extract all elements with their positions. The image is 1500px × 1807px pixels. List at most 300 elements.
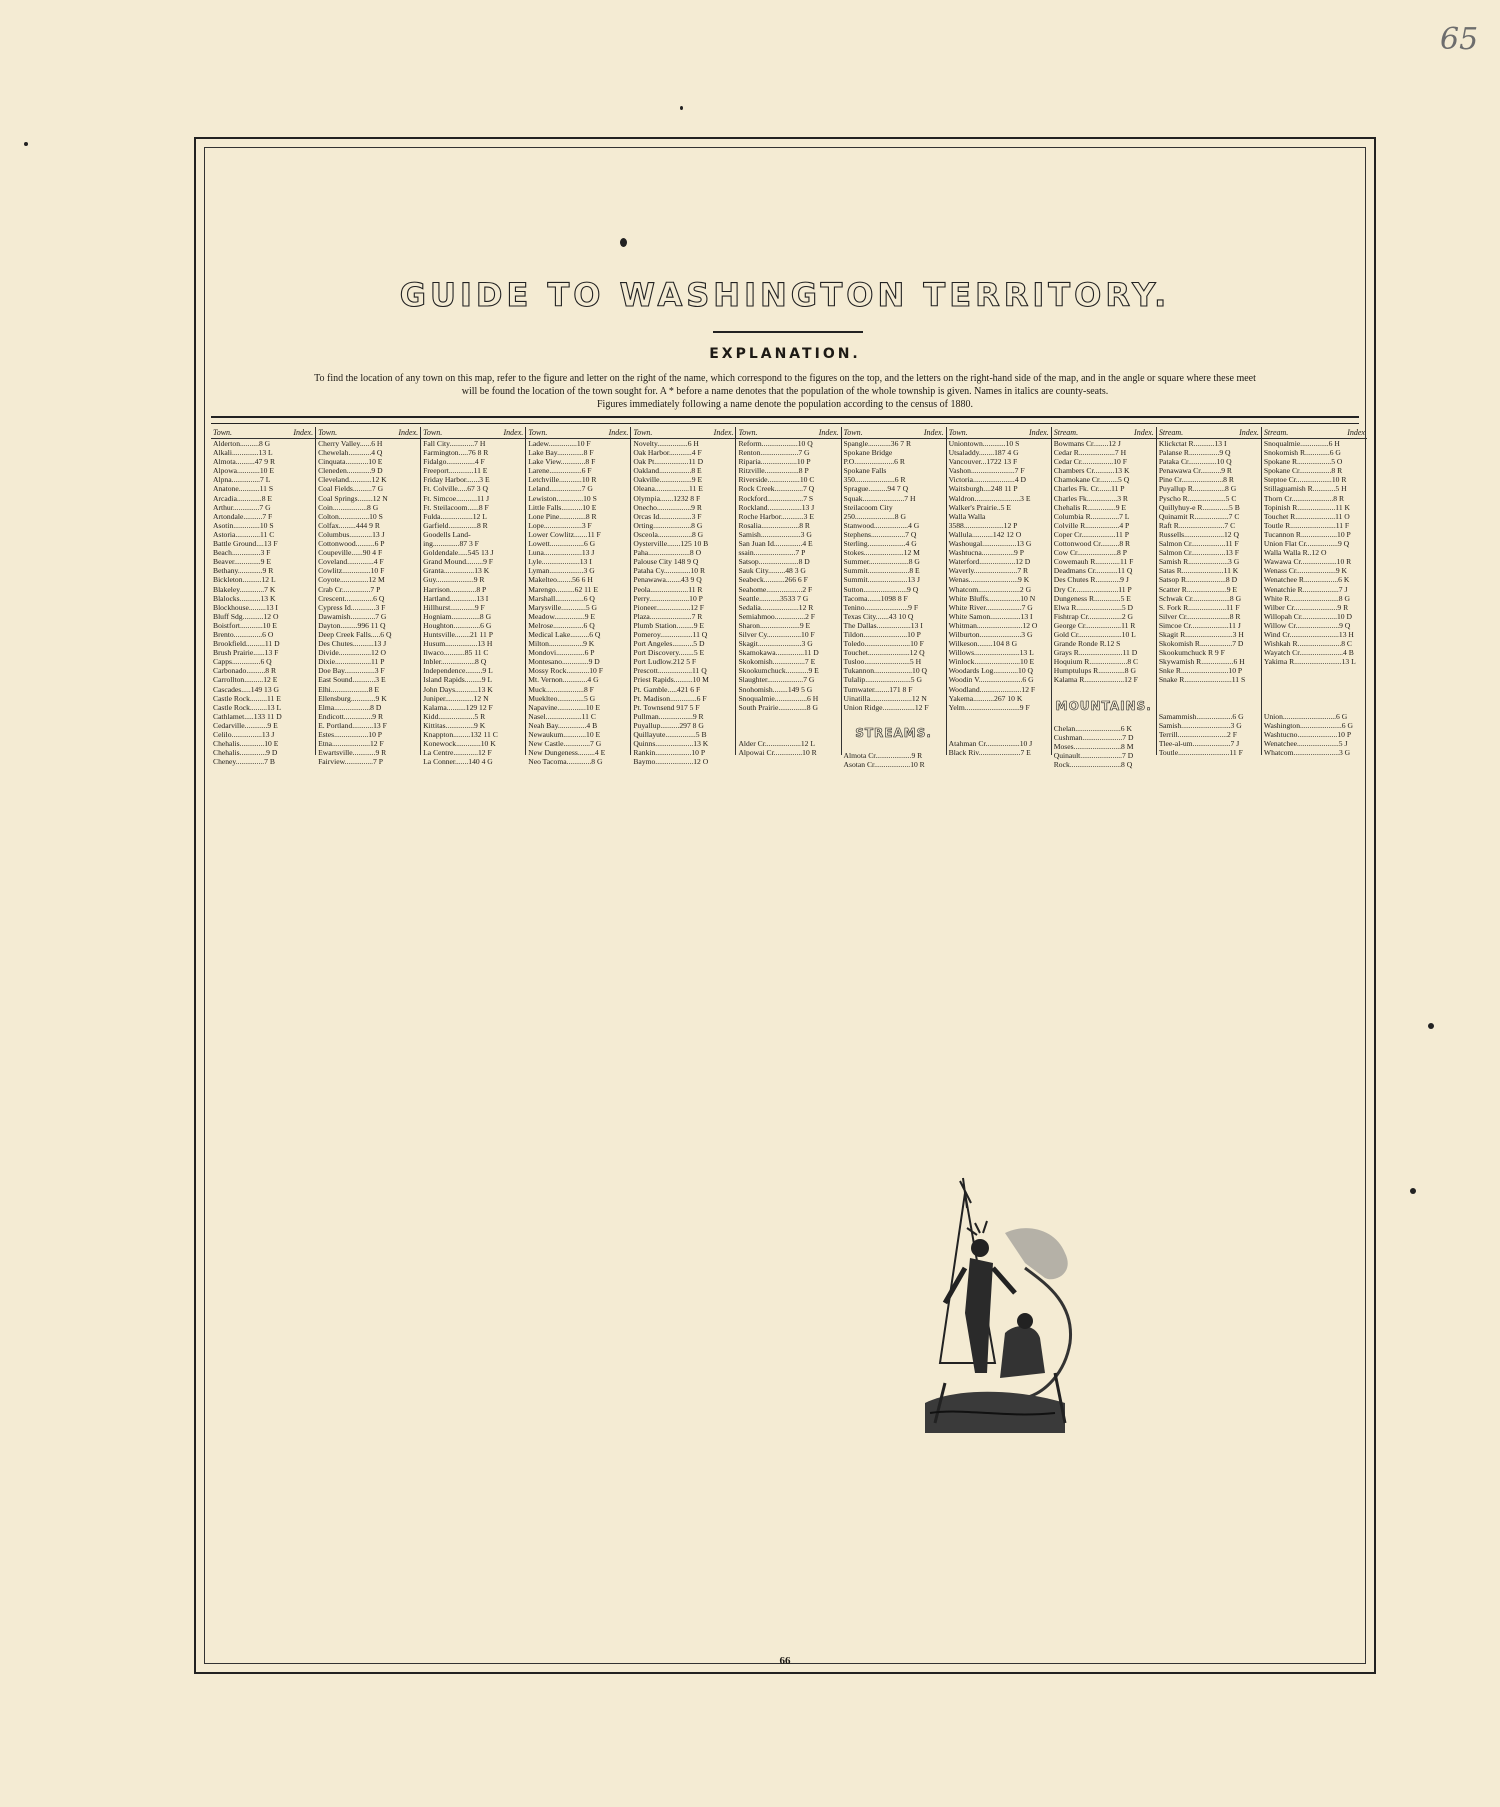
index-entry: Simcoe Cr....................11 J: [1158, 620, 1241, 630]
page-title: GUIDE TO WASHINGTON TERRITORY.: [399, 276, 1171, 314]
index-column: [211, 427, 316, 767]
index-entry: Woodards Log.............10 Q: [948, 666, 1034, 676]
index-entry: Russells.....................12 Q: [1158, 529, 1239, 539]
index-entry: Cowlitz...............10 F: [318, 566, 385, 576]
index-entry: Black Riv......................7 E: [948, 748, 1031, 758]
index-entry: Boistfort............10 E: [213, 620, 277, 630]
index-entry: Woodland......................12 F: [948, 684, 1036, 694]
index-entry: Topinish R....................11 K: [1263, 502, 1351, 512]
index-entry: Chamokane Cr..........5 Q: [1053, 475, 1130, 485]
index-entry: Satsop R.....................8 D: [1158, 575, 1238, 585]
index-entry: Walla Walla R..12 O: [1263, 548, 1327, 558]
index-entry: Pioneer..................12 F: [633, 602, 705, 612]
column-header-name: Town.: [423, 428, 443, 437]
index-entry: Renton....................7 G: [738, 448, 810, 458]
index-entry: Blalocks...........13 K: [213, 593, 276, 603]
index-entry: [842, 742, 946, 751]
index-entry: Port Discovery........5 E: [633, 648, 705, 658]
index-entry: Cottonwood Cr..........8 R: [1053, 539, 1131, 549]
index-entry: Cleveland............12 K: [318, 475, 387, 485]
handwritten-page-number: 65: [1440, 22, 1479, 57]
index-column: [736, 427, 841, 758]
index-entry: Skywamish R.................6 H: [1158, 657, 1245, 667]
index-entry: Columbia R...............7 L: [1053, 511, 1130, 521]
index-entry: Rockland..................13 J: [738, 502, 815, 512]
index-entry: Fidalgo...............4 F: [423, 457, 485, 467]
index-entry: Steilacoom City: [843, 502, 893, 512]
index-entry: Ft. Simcoe...........11 J: [423, 493, 490, 503]
index-entry: Seabeck...........266 6 F: [738, 575, 808, 585]
index-entry: Ladew...............10 F: [528, 439, 591, 448]
index-entry: Utsaladdy........187 4 G: [948, 448, 1019, 458]
index-entry: Texas City.......43 10 Q: [843, 611, 914, 621]
index-entry: Ft. Colville.....67 3 Q: [423, 484, 488, 494]
index-entry: Snke R.........................10 P: [1158, 666, 1243, 676]
column-header-name: Town.: [633, 428, 653, 437]
column-header-index: Index.: [818, 428, 839, 437]
index-entry: Husum.................13 H: [423, 639, 493, 649]
index-entry: Novelty................6 H: [633, 439, 699, 448]
index-entry: Dry Cr.......................11 P: [1053, 584, 1132, 594]
column-header-index: Index.: [713, 428, 734, 437]
index-entry: Charles Fk................3 R: [1053, 493, 1128, 503]
index-column: [526, 427, 631, 767]
index-entry: Wilburton......................3 G: [948, 629, 1033, 639]
index-entry: Castle Rock.........11 E: [213, 693, 281, 703]
index-entry: Castle Rock.........13 L: [213, 702, 282, 712]
index-entry: [1052, 715, 1156, 724]
index-entry: [736, 730, 840, 739]
index-entry: [1262, 675, 1367, 684]
index-entry: Sutton.......................9 Q: [843, 584, 919, 594]
index-entry: White Bluffs.................10 N: [948, 593, 1036, 603]
index-entry: Deep Creek Falls.....6 Q: [318, 629, 392, 639]
index-entry: [1052, 685, 1156, 694]
section-heading: MOUNTAINS.: [1055, 698, 1152, 713]
index-entry: Pt. Madison..............6 F: [633, 693, 707, 703]
index-entry: Chehalis R...............9 E: [1053, 502, 1127, 512]
index-entry: Cottonwood..........6 P: [318, 539, 385, 549]
index-entry: Summit.....................13 J: [843, 575, 920, 585]
index-entry: Orting....................8 G: [633, 520, 703, 530]
index-entry: [947, 721, 1051, 730]
index-entry: Lewiston..............10 S: [528, 493, 597, 503]
index-entry: Mt. Vernon.............4 G: [528, 675, 599, 685]
index-entry: Schwak Cr....................8 G: [1158, 593, 1242, 603]
index-entry: Snoqualmie...............6 H: [1263, 439, 1340, 448]
index-entry: Carbonado..........8 R: [213, 666, 277, 676]
column-header: [1052, 427, 1156, 439]
index-column: [947, 427, 1052, 758]
index-entry: Artondale..........7 F: [213, 511, 273, 521]
index-entry: Woodin V.......................6 G: [948, 675, 1034, 685]
index-entry: Divide.................12 O: [318, 648, 386, 658]
index-entry: Cedarville............9 E: [213, 720, 278, 730]
index-entry: Baymo....................12 O: [633, 757, 709, 767]
index-entry: Stephens..................7 Q: [843, 529, 917, 539]
index-entry: Perry.....................10 P: [633, 593, 703, 603]
index-entry: New Dungeness.........4 E: [528, 748, 606, 758]
index-entry: Arcadia.............8 E: [213, 493, 273, 503]
index-entry: Stillaguamish R............5 H: [1263, 484, 1347, 494]
index-entry: Olympia.......1232 8 F: [633, 493, 701, 503]
index-entry: Leland.................7 G: [528, 484, 593, 494]
index-entry: Makelteo........56 6 H: [528, 575, 593, 585]
index-entry: Tacoma.......1098 8 F: [843, 593, 908, 603]
index-entry: Willows........................13 L: [948, 648, 1034, 658]
index-entry: Samish..........................3 G: [1158, 720, 1242, 730]
index-entry: Union Flat Cr.................9 Q: [1263, 539, 1350, 549]
index-entry: Fulda.................12 L: [423, 511, 487, 521]
column-header-index: Index.: [503, 428, 524, 437]
index-entry: Tusloo........................5 H: [843, 657, 922, 667]
index-entry: Salmon Cr..................13 F: [1158, 548, 1239, 558]
column-header-name: Town.: [843, 428, 863, 437]
index-entry: Coyote...............12 M: [318, 575, 385, 585]
index-entry: [1262, 685, 1367, 694]
index-entry: Washington......................6 G: [1263, 720, 1353, 730]
index-entry: Lake Bay..............8 F: [528, 448, 594, 458]
explanation-text: [215, 372, 1355, 411]
index-entry: Samammish...................6 G: [1158, 711, 1244, 721]
index-entry: Skamokawa...............11 D: [738, 648, 819, 658]
index-entry: Montesano..............9 D: [528, 657, 600, 667]
index-entry: Squak......................7 H: [843, 493, 916, 503]
index-entry: [1262, 694, 1367, 703]
index-entry: Pt. Townsend 917 5 F: [633, 702, 700, 712]
explanation-heading: EXPLANATION.: [709, 346, 861, 362]
index-entry: Crescent...............6 Q: [318, 593, 385, 603]
index-entry: Des Chutes R.............9 J: [1053, 575, 1129, 585]
index-entry: Brento...............6 O: [213, 629, 274, 639]
index-entry: Pataha Cy..............10 R: [633, 566, 706, 576]
column-header-name: Town.: [213, 428, 233, 437]
index-entry: La Centre.............12 F: [423, 748, 492, 758]
column-header-index: Index.: [293, 428, 314, 437]
index-entry: Klickctat R...........13 I: [1158, 439, 1227, 448]
index-entry: Little Falls...........10 E: [528, 502, 597, 512]
index-entry: Konewock.............10 K: [423, 739, 496, 749]
column-header-index: Index: [1347, 428, 1365, 437]
index-entry: Brookfield..........11 D: [213, 639, 280, 649]
index-entry: Kalama R.....................12 F: [1053, 675, 1138, 685]
index-entry: Marengo..........62 11 E: [528, 584, 599, 594]
index-entry: Ilwaco...........85 11 C: [423, 648, 489, 658]
column-header-index: Index.: [1134, 428, 1154, 437]
index-column: [631, 427, 736, 767]
index-entry: Spokane R..................5 O: [1263, 457, 1343, 467]
index-entry: Independence.........9 L: [423, 666, 493, 676]
index-entry: Lowett..................6 G: [528, 539, 596, 549]
index-entry: Coin..................8 G: [318, 502, 379, 512]
index-entry: [1157, 694, 1261, 703]
column-header: [1262, 427, 1367, 439]
index-entry: Bethany.............9 R: [213, 566, 274, 576]
index-entry: Blockhouse.........13 I: [213, 602, 278, 612]
index-entry: Stanwood..................4 G: [843, 520, 920, 530]
index-entry: Washtucna.................9 P: [948, 548, 1024, 558]
column-header: [631, 427, 735, 439]
index-entry: Beach...............3 F: [213, 548, 271, 558]
index-entry: Terrill..........................2 F: [1158, 730, 1237, 739]
index-entry: Quinault......................7 D: [1053, 751, 1134, 761]
index-entry: Pyscho R....................5 C: [1158, 493, 1237, 503]
index-entry: Cowemauh R.............11 F: [1053, 557, 1134, 567]
index-entry: Wilkeson........104 8 G: [948, 639, 1018, 649]
index-entry: Juniper...............12 N: [423, 693, 489, 703]
paper-speck: [24, 142, 28, 146]
index-entry: Wind Cr..........................13 H: [1263, 629, 1354, 639]
index-entry: Chelan........................6 K: [1053, 723, 1132, 733]
index-entry: Satsop.....................8 D: [738, 557, 810, 567]
index-entry: Sprague..........94 7 Q: [843, 484, 909, 494]
index-entry: Oakville.................9 E: [633, 475, 703, 485]
index-entry: Snokomish R.............6 G: [1263, 448, 1341, 458]
index-entry: Plumb Station.........9 E: [633, 620, 705, 630]
index-entry: Inbler..................8 Q: [423, 657, 487, 667]
index-entry: Riverside.................10 C: [738, 475, 815, 485]
index-entry: Alpowai Cr...............10 R: [738, 748, 817, 758]
index-entry: Quillayute................5 B: [633, 730, 707, 739]
index-entry: Des Chutes...........13 J: [318, 639, 387, 649]
index-entry: Chehalis..............9 D: [213, 748, 278, 758]
index-entry: Puyallup..........297 8 G: [633, 720, 704, 730]
index-column: [421, 427, 526, 767]
index-entry: Kalama..........129 12 F: [423, 702, 493, 712]
index-entry: Grand Mound.........9 F: [423, 557, 493, 567]
index-entry: Melrose................6 Q: [528, 620, 595, 630]
index-entry: Cypress Id.............3 F: [318, 602, 386, 612]
index-table: [211, 427, 1367, 770]
page-frame: [194, 137, 1376, 1674]
index-entry: Pine Cr......................8 R: [1158, 475, 1234, 485]
index-entry: Satas R......................11 K: [1158, 566, 1239, 576]
index-entry: Goodells Land-: [423, 529, 471, 539]
index-entry: Neo Tacoma.............8 G: [528, 757, 603, 767]
index-entry: Osceola..................8 G: [633, 529, 704, 539]
index-entry: Walker's Prairie..5 E: [948, 502, 1011, 512]
index-entry: Slaughter...................7 G: [738, 675, 815, 685]
index-entry: Milton..................9 K: [528, 639, 595, 649]
index-entry: Knappton.........132 11 C: [423, 730, 498, 739]
index-entry: Roche Harbor............3 E: [738, 511, 814, 521]
index-entry: Rock...........................8 Q: [1053, 760, 1133, 770]
index-entry: Grande Ronde R.12 S: [1053, 639, 1121, 649]
index-entry: Cathlamet.....133 11 D: [213, 711, 282, 721]
index-entry: Touchet......................12 Q: [843, 648, 925, 658]
index-entry: John Days............13 K: [423, 684, 493, 694]
index-entry: Raft R........................7 C: [1158, 520, 1236, 530]
index-entry: Lower Cowlitz.......11 F: [528, 529, 601, 539]
index-entry: Freeport.............11 E: [423, 466, 488, 476]
index-entry: Crab Cr...............7 P: [318, 584, 381, 594]
index-entry: Thorn Cr......................8 R: [1263, 493, 1345, 503]
index-entry: Cedar R...................7 H: [1053, 448, 1127, 458]
index-entry: [1157, 703, 1261, 712]
table-top-rule-thin: [211, 423, 1359, 424]
index-column: [842, 427, 947, 770]
column-header: [316, 427, 420, 439]
index-entry: Neah Bay...............4 B: [528, 720, 598, 730]
column-header: [1157, 427, 1261, 439]
index-entry: Waterford...................12 D: [948, 557, 1031, 567]
index-entry: Toutle R........................11 F: [1263, 520, 1350, 530]
index-entry: Letchville............10 R: [528, 475, 597, 485]
index-entry: Penawawa Cr...........9 R: [1158, 466, 1232, 476]
column-header-name: Stream.: [1053, 428, 1079, 437]
index-entry: [947, 712, 1051, 721]
index-entry: Willopah Cr...................10 D: [1263, 611, 1352, 621]
index-entry: La Conner.......140 4 G: [423, 757, 493, 767]
index-entry: S. Fork R....................11 F: [1158, 602, 1240, 612]
index-entry: Wenatchee R..................6 K: [1263, 575, 1350, 585]
index-entry: Etna....................12 F: [318, 739, 384, 749]
index-entry: Sauk City.........48 3 G: [738, 566, 806, 576]
index-entry: Wenatchee......................5 J: [1263, 739, 1348, 749]
index-entry: Kittitas...............9 K: [423, 720, 486, 730]
index-entry: Napavine...............10 E: [528, 702, 600, 712]
index-entry: Tildon.......................10 P: [843, 629, 921, 639]
index-entry: Asotin..............10 S: [213, 520, 274, 530]
index-entry: Battle Ground....13 F: [213, 539, 278, 549]
index-entry: Alpna...............7 L: [213, 475, 271, 485]
index-entry: Huntsville........21 11 P: [423, 629, 493, 639]
index-entry: Elhi....................8 E: [318, 684, 380, 694]
index-entry: Palouse City 148 9 Q: [633, 557, 699, 567]
index-entry: Granta................13 K: [423, 566, 490, 576]
index-entry: [947, 730, 1051, 739]
index-entry: Charles Fk. Cr.......11 P: [1053, 484, 1125, 494]
index-entry: Endicott...............9 R: [318, 711, 384, 721]
index-entry: Cascades.....149 13 G: [213, 684, 280, 694]
index-entry: Oakland.................8 E: [633, 466, 702, 476]
index-entry: Sterling....................4 G: [843, 539, 917, 549]
index-entry: Tenino.......................9 F: [843, 602, 919, 612]
index-entry: Port Ludlow.212 5 F: [633, 657, 697, 667]
index-entry: Humptulups R..............8 G: [1053, 666, 1136, 676]
index-entry: Union Ridge.................12 F: [843, 702, 929, 712]
index-entry: Tucannon R...................10 P: [1263, 529, 1351, 539]
index-entry: Pt. Gamble.....421 6 F: [633, 684, 701, 694]
column-header-index: Index.: [1028, 428, 1049, 437]
index-entry: Skokomish R.................7 D: [1158, 639, 1244, 649]
column-header: [736, 427, 840, 439]
index-entry: Quinns....................13 K: [633, 739, 709, 749]
index-entry: White Samon................13 I: [948, 611, 1033, 621]
index-entry: Guy....................9 R: [423, 575, 485, 585]
index-entry: Whitman........................12 O: [948, 620, 1038, 630]
index-entry: Nasel...................11 C: [528, 711, 596, 721]
index-entry: Union............................6 G: [1263, 711, 1348, 721]
index-entry: Mondovi...............6 P: [528, 648, 595, 658]
index-entry: Samish.....................3 G: [738, 529, 812, 539]
index-column: [1157, 427, 1262, 758]
index-entry: Elwa R........................5 D: [1053, 602, 1134, 612]
index-entry: Alderton..........8 G: [213, 439, 271, 448]
index-entry: Anatone...........11 S: [213, 484, 274, 494]
index-entry: Seattle...........3533 7 G: [738, 593, 809, 603]
frame-inner: [204, 147, 1366, 1667]
index-entry: Chambers Cr...........13 K: [1053, 466, 1130, 476]
index-entry: Dixie...................11 P: [318, 657, 385, 667]
index-entry: Yelm.............................9 F: [948, 702, 1030, 712]
index-entry: Spokane Falls: [843, 466, 887, 476]
index-entry: Summer.....................8 G: [843, 557, 920, 567]
index-entry: Yakema...........267 10 K: [948, 693, 1023, 703]
index-entry: Astoria.............11 C: [213, 529, 275, 539]
index-entry: Vancouver...1722 13 F: [948, 457, 1018, 467]
index-entry: Scatter R.....................9 E: [1158, 584, 1238, 594]
index-entry: Penawawa........43 9 Q: [633, 575, 702, 585]
index-entry: Medical Lake..........6 Q: [528, 629, 601, 639]
index-entry: Island Rapids.........9 L: [423, 675, 493, 685]
index-entry: Columbus............13 J: [318, 529, 385, 539]
index-entry: Garfield...............8 R: [423, 520, 488, 530]
index-entry: ssain......................7 P: [738, 548, 806, 558]
index-entry: Cheney...............7 B: [213, 757, 275, 767]
index-entry: Deadmans Cr............11 Q: [1053, 566, 1133, 576]
index-entry: Tlee-al-um....................7 J: [1158, 739, 1240, 749]
index-entry: Brush Prairie......13 F: [213, 648, 279, 658]
index-entry: Elma...................8 D: [318, 702, 382, 712]
index-entry: Farmington.....76 8 R: [423, 448, 489, 458]
title-rule: [713, 331, 863, 333]
index-entry: White River...................7 G: [948, 602, 1033, 612]
index-entry: Oleana..................11 E: [633, 484, 703, 494]
index-entry: Hoquium R....................8 C: [1053, 657, 1139, 667]
index-entry: Lone Pine..............8 R: [528, 511, 597, 521]
column-header-index: Index.: [923, 428, 944, 437]
index-entry: Toutle...........................11 F: [1158, 748, 1243, 758]
index-entry: Fishtrap Cr..................2 G: [1053, 611, 1134, 621]
index-entry: Tukannon....................10 Q: [843, 666, 927, 676]
index-entry: Ewartsville............9 R: [318, 748, 387, 758]
paper-speck: [680, 106, 683, 110]
index-entry: Mueklteo..............5 G: [528, 693, 596, 703]
native-american-vignette-illustration: [905, 1173, 1085, 1448]
index-entry: [842, 712, 946, 721]
explanation-line: Figures immediately following a name denote the population according to the census of 1880.: [596, 399, 974, 410]
column-header-index: Index.: [1239, 428, 1259, 437]
index-entry: East Sound............3 E: [318, 675, 386, 685]
index-entry: Gold Cr.......................10 L: [1053, 629, 1136, 639]
column-header-name: Stream.: [1263, 428, 1289, 437]
index-entry: Rock Creek...............7 Q: [738, 484, 815, 494]
index-entry: Coveland..............4 F: [318, 557, 384, 567]
index-entry: [736, 721, 840, 730]
column-header-index: Index.: [398, 428, 419, 437]
index-entry: Walla Walla: [948, 511, 986, 521]
index-entry: Tumwater........171 8 F: [843, 684, 913, 694]
index-entry: Marshall...............6 Q: [528, 593, 595, 603]
index-entry: Rosalia....................8 R: [738, 520, 810, 530]
index-entry: Hartland..............13 I: [423, 593, 489, 603]
index-entry: Coupeville......90 4 F: [318, 548, 383, 558]
index-entry: Wishkah R.......................8 C: [1263, 639, 1352, 649]
index-entry: Washougal..................13 G: [948, 539, 1032, 549]
index-entry: Meadow................9 E: [528, 611, 596, 621]
index-entry: Touchet R.....................11 O: [1263, 511, 1350, 521]
index-entry: Whatcom........................3 G: [1263, 748, 1351, 758]
index-entry: Almota Cr...................9 R: [843, 751, 923, 761]
index-entry: Cedar Cr.................10 F: [1053, 457, 1127, 467]
index-entry: Wallula...........142 12 O: [948, 529, 1022, 539]
column-header-name: Town.: [948, 428, 968, 437]
index-entry: Skookumchuck R 9 F: [1158, 648, 1225, 658]
index-entry: Goldendale.....545 13 J: [423, 548, 494, 558]
index-entry: Larene.................6 F: [528, 466, 592, 476]
index-entry: Ritzville..................8 P: [738, 466, 809, 476]
